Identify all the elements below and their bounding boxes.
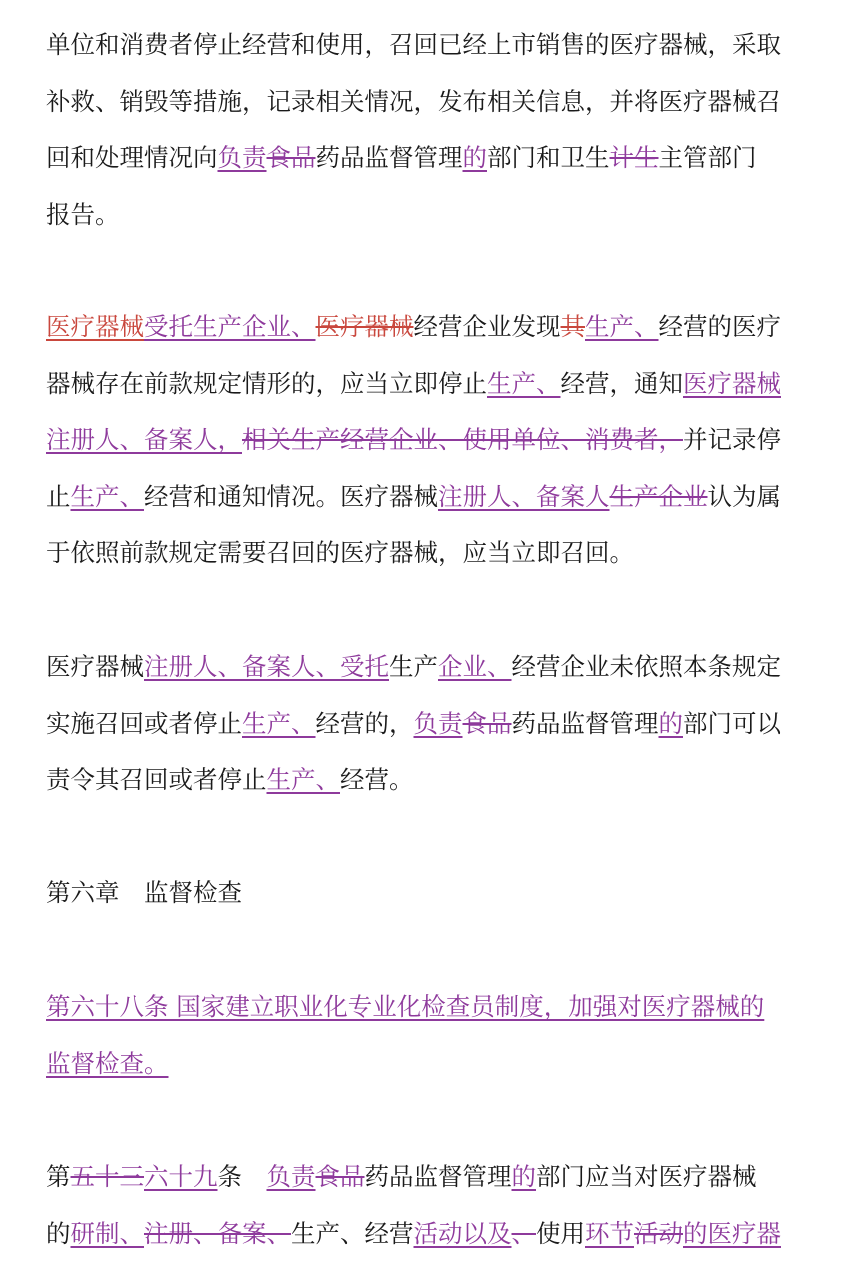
text-line xyxy=(46,709,781,739)
body-text: 认为属 xyxy=(707,482,781,511)
inserted-text: 注册人、备案人、受托 xyxy=(144,652,389,681)
inserted-text: 负责 xyxy=(266,1162,316,1191)
inserted-text: 的 xyxy=(511,1162,536,1191)
body-text: 经营企业未依照本条规定 xyxy=(511,652,781,681)
text-line xyxy=(46,1162,757,1192)
text-line xyxy=(46,482,781,512)
body-text: 经营和通知情况。医疗器械 xyxy=(144,482,438,511)
text-line xyxy=(46,425,781,455)
inserted-text: 生产、 xyxy=(266,765,340,794)
body-text: 条 xyxy=(217,1162,267,1191)
inserted-text: 负责 xyxy=(413,709,463,738)
inserted-text: 六十九 xyxy=(144,1162,218,1191)
inserted-text: 研制、 xyxy=(70,1219,144,1248)
body-text: 主管部门 xyxy=(658,143,757,172)
body-text: 并记录停 xyxy=(683,425,781,454)
body-text: 部门应当对医疗器械 xyxy=(536,1162,757,1191)
body-text: 实施召回或者停止 xyxy=(46,709,242,738)
body-text: 药品监督管理 xyxy=(511,709,659,738)
deleted-text: 食品 xyxy=(315,1162,365,1191)
text-line xyxy=(46,992,764,1022)
body-text: 生产、经营 xyxy=(291,1219,414,1248)
text-line xyxy=(46,312,781,342)
body-text: 第 xyxy=(46,1162,71,1191)
body-text: 部门和卫生 xyxy=(487,143,610,172)
inserted-text: 医疗器械 xyxy=(683,369,781,398)
body-text: 经营企业发现 xyxy=(413,312,561,341)
inserted-text: 受托生产企业、 xyxy=(144,312,316,341)
body-text: 器械存在前款规定情形的，应当立即停止 xyxy=(46,369,487,398)
body-text: 经营，通知 xyxy=(560,369,683,398)
deleted-text: 活动 xyxy=(634,1219,683,1248)
text-line xyxy=(46,143,757,173)
body-text: 的 xyxy=(46,1219,71,1248)
inserted-text: 医疗器械 xyxy=(46,312,144,341)
body-text: 回和处理情况向 xyxy=(46,143,218,172)
body-text: 经营的， xyxy=(315,709,414,738)
text-line xyxy=(46,30,781,60)
inserted-text: 的 xyxy=(462,143,487,172)
body-text: 第六章 监督检查 xyxy=(46,878,242,907)
text-line xyxy=(46,1219,781,1249)
inserted-text: 活动以及 xyxy=(413,1219,512,1248)
inserted-text: 注册人、备案人 xyxy=(438,482,610,511)
deleted-text: 五十三 xyxy=(70,1162,144,1191)
text-line xyxy=(46,1049,169,1079)
body-text: 药品监督管理 xyxy=(315,143,463,172)
body-text: 部门可以 xyxy=(683,709,781,738)
inserted-text: 生产、 xyxy=(585,312,659,341)
text-line xyxy=(46,87,781,117)
inserted-text: 注册人、备案人， xyxy=(46,425,242,454)
inserted-text: 生产、 xyxy=(487,369,561,398)
text-line xyxy=(46,200,120,230)
deleted-text: 计生 xyxy=(609,143,659,172)
body-text: 使用 xyxy=(536,1219,585,1248)
text-line xyxy=(46,765,414,795)
inserted-text: 生产、 xyxy=(70,482,144,511)
deleted-text: 生产企业 xyxy=(609,482,708,511)
deleted-text: 食品 xyxy=(462,709,512,738)
body-text: 医疗器械 xyxy=(46,652,144,681)
deleted-text: 、 xyxy=(511,1219,536,1248)
body-text: 经营的医疗 xyxy=(658,312,781,341)
body-text: 药品监督管理 xyxy=(364,1162,512,1191)
text-line xyxy=(46,369,781,399)
inserted-text: 负责 xyxy=(217,143,267,172)
inserted-text: 生产、 xyxy=(242,709,316,738)
body-text: 报告。 xyxy=(46,200,120,229)
body-text: 补救、销毁等措施，记录相关情况，发布相关信息，并将医疗器械召 xyxy=(46,87,781,116)
deleted-text: 其 xyxy=(560,312,585,341)
deleted-text: 医疗器械 xyxy=(315,312,414,341)
body-text: 生产 xyxy=(389,652,438,681)
body-text: 责令其召回或者停止 xyxy=(46,765,267,794)
inserted-text: 的 xyxy=(658,709,683,738)
body-text: 经营。 xyxy=(340,765,414,794)
text-line xyxy=(46,652,781,682)
text-line xyxy=(46,878,242,908)
deleted-text: 食品 xyxy=(266,143,316,172)
inserted-text: 监督检查。 xyxy=(46,1049,169,1078)
body-text: 于依照前款规定需要召回的医疗器械，应当立即召回。 xyxy=(46,538,634,567)
inserted-text: 第六十八条 国家建立职业化专业化检查员制度，加强对医疗器械的 xyxy=(46,992,765,1021)
body-text: 止 xyxy=(46,482,71,511)
body-text: 单位和消费者停止经营和使用，召回已经上市销售的医疗器械，采取 xyxy=(46,30,781,59)
inserted-text: 环节 xyxy=(585,1219,634,1248)
inserted-text: 企业、 xyxy=(438,652,512,681)
deleted-text: 注册、备案、 xyxy=(144,1219,291,1248)
text-line xyxy=(46,538,634,568)
deleted-text: 相关生产经营企业、使用单位、消费者， xyxy=(242,425,683,454)
inserted-text: 的医疗器 xyxy=(683,1219,781,1248)
